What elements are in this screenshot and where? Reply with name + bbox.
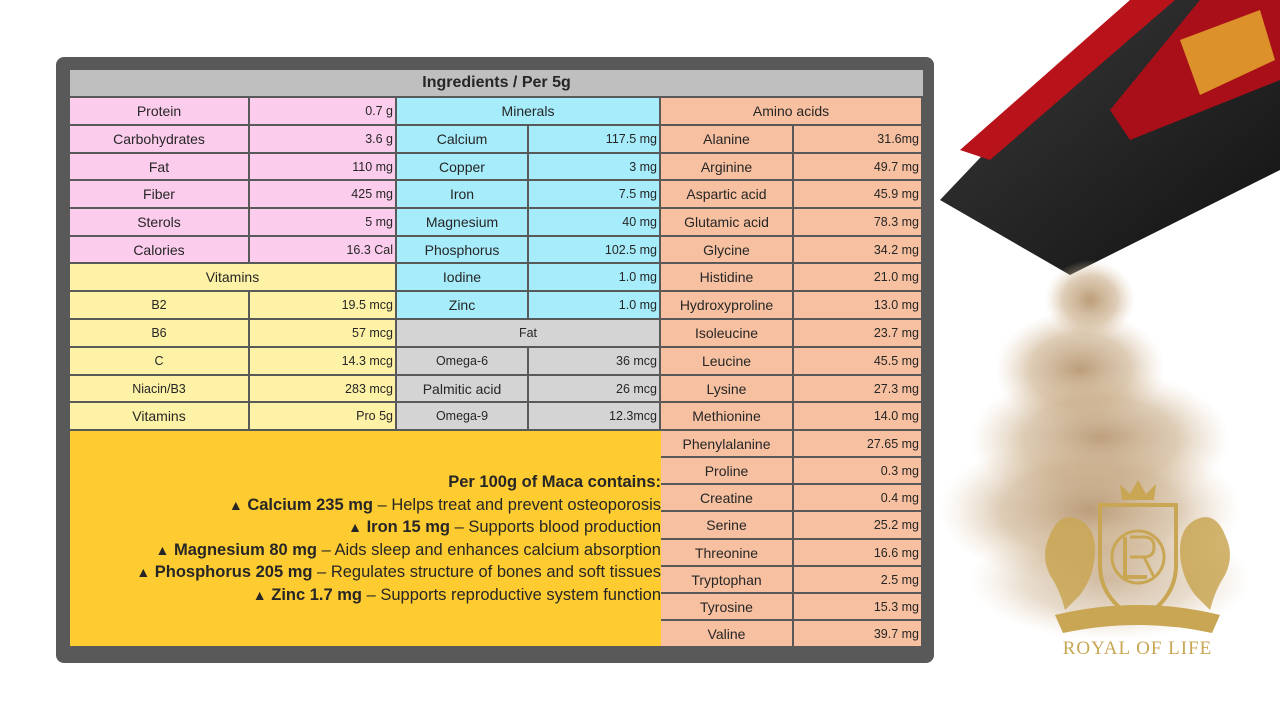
- amino-acid-name: Isoleucine: [661, 320, 794, 348]
- fat-value: 36 mcg: [529, 348, 661, 376]
- triangle-bullet-icon: ▲: [252, 586, 267, 603]
- amino-acid-value: 21.0 mg: [794, 264, 923, 292]
- summary-item-highlight: Calcium 235 mg: [247, 495, 373, 514]
- amino-acid-value: 45.5 mg: [794, 348, 923, 376]
- table-title: Ingredients / Per 5g: [70, 70, 923, 98]
- amino-acid-name: Glutamic acid: [661, 209, 794, 237]
- amino-acid-name: Arginine: [661, 154, 794, 181]
- nutrient-value: 425 mg: [250, 181, 397, 209]
- fat-name: Omega-9: [397, 403, 529, 431]
- amino-acid-value: 27.3 mg: [794, 376, 923, 403]
- vitamin-name: B2: [70, 292, 250, 320]
- summary-item: [70, 584, 661, 607]
- amino-acid-value: 34.2 mg: [794, 237, 923, 264]
- mineral-name: Iodine: [397, 264, 529, 292]
- summary-item-highlight: Phosphorus 205 mg: [154, 563, 313, 581]
- summary-item: [70, 516, 661, 539]
- fat-value: 12.3mcg: [529, 403, 661, 431]
- amino-acid-value: 13.0 mg: [794, 292, 923, 320]
- amino-acid-name: Serine: [661, 512, 794, 540]
- summary-item: [70, 561, 661, 584]
- amino-acid-value: 39.7 mg: [794, 621, 923, 648]
- summary-item-highlight: Zinc 1.7 mg: [271, 585, 363, 604]
- amino-acid-name: Creatine: [661, 485, 794, 512]
- amino-acid-value: 14.0 mg: [794, 403, 923, 431]
- amino-acid-name: Leucine: [661, 348, 794, 376]
- brand-name: ROYAL OF LIFE: [1062, 638, 1213, 659]
- amino-acid-value: 27.65 mg: [794, 431, 923, 458]
- triangle-bullet-icon: ▲: [348, 519, 362, 535]
- vitamin-value: 283 mcg: [250, 376, 397, 403]
- amino-acid-name: Alanine: [661, 126, 794, 154]
- amino-acid-value: 45.9 mg: [794, 181, 923, 209]
- amino-acid-name: Aspartic acid: [661, 181, 794, 209]
- mineral-name: Phosphorus: [397, 237, 529, 264]
- amino-acid-name: Valine: [661, 621, 794, 648]
- vitamin-name: Vitamins: [70, 403, 250, 431]
- minerals-header: Minerals: [397, 98, 661, 126]
- nutrient-value: 110 mg: [250, 154, 397, 181]
- summary-item-text: – Regulates structure of bones and soft tissues: [312, 563, 661, 581]
- amino-acid-value: 49.7 mg: [794, 154, 923, 181]
- mineral-name: Iron: [397, 181, 529, 209]
- amino-acid-name: Tyrosine: [661, 594, 794, 621]
- mineral-value: 117.5 mg: [529, 126, 661, 154]
- vitamin-value: 14.3 mcg: [250, 348, 397, 376]
- amino-acid-name: Lysine: [661, 376, 794, 403]
- summary-item-text: – Helps treat and prevent osteoporosis: [372, 495, 661, 514]
- nutrient-value: 5 mg: [250, 209, 397, 237]
- summary-list: [70, 494, 661, 607]
- summary-item-text: – Supports reproductive system function: [362, 585, 661, 604]
- nutrient-name: Fat: [70, 154, 250, 181]
- triangle-bullet-icon: ▲: [136, 564, 151, 580]
- amino-acid-value: 78.3 mg: [794, 209, 923, 237]
- amino-acid-value: 16.6 mg: [794, 540, 923, 567]
- nutrient-name: Calories: [70, 237, 250, 264]
- amino-acid-value: 23.7 mg: [794, 320, 923, 348]
- fat-name: Palmitic acid: [397, 376, 529, 403]
- vitamin-value: 57 mcg: [250, 320, 397, 348]
- mineral-value: 3 mg: [529, 154, 661, 181]
- amino-acid-name: Histidine: [661, 264, 794, 292]
- summary-item-text: – Aids sleep and enhances calcium absorption: [317, 540, 661, 559]
- nutrient-name: Carbohydrates: [70, 126, 250, 154]
- amino-acid-name: Tryptophan: [661, 567, 794, 594]
- summary-item-highlight: Magnesium 80 mg: [173, 540, 318, 559]
- amino-acid-name: Threonine: [661, 540, 794, 567]
- mineral-value: 1.0 mg: [529, 292, 661, 320]
- maca-summary-box: [70, 431, 661, 646]
- amino-acid-value: 31.6mg: [794, 126, 923, 154]
- amino-acid-value: 2.5 mg: [794, 567, 923, 594]
- summary-item: [70, 539, 661, 562]
- vitamin-value: Pro 5g: [250, 403, 397, 431]
- triangle-bullet-icon: ▲: [228, 496, 243, 513]
- summary-item-highlight: Iron 15 mg: [366, 518, 451, 536]
- mineral-name: Calcium: [397, 126, 529, 154]
- amino-acid-value: 25.2 mg: [794, 512, 923, 540]
- mineral-name: Copper: [397, 154, 529, 181]
- amino-acid-name: Hydroxyproline: [661, 292, 794, 320]
- vitamin-name: C: [70, 348, 250, 376]
- vitamins-header: Vitamins: [70, 264, 397, 292]
- amino-acid-name: Glycine: [661, 237, 794, 264]
- triangle-bullet-icon: ▲: [155, 541, 170, 558]
- mineral-value: 7.5 mg: [529, 181, 661, 209]
- mineral-value: 102.5 mg: [529, 237, 661, 264]
- fat-value: 26 mcg: [529, 376, 661, 403]
- nutrient-value: 0.7 g: [250, 98, 397, 126]
- mineral-name: Zinc: [397, 292, 529, 320]
- mineral-value: 40 mg: [529, 209, 661, 237]
- amino-acid-value: 15.3 mg: [794, 594, 923, 621]
- nutrient-value: 16.3 Cal: [250, 237, 397, 264]
- mineral-value: 1.0 mg: [529, 264, 661, 292]
- summary-heading: Per 100g of Maca contains:: [448, 473, 661, 491]
- amino-acid-name: Methionine: [661, 403, 794, 431]
- nutrient-value: 3.6 g: [250, 126, 397, 154]
- mineral-name: Magnesium: [397, 209, 529, 237]
- summary-item-text: – Supports blood production: [450, 518, 661, 536]
- summary-item: [70, 494, 661, 517]
- amino-acid-name: Phenylalanine: [661, 431, 794, 458]
- amino-acid-name: Proline: [661, 458, 794, 485]
- vitamin-name: B6: [70, 320, 250, 348]
- fat-name: Omega-6: [397, 348, 529, 376]
- nutrient-name: Fiber: [70, 181, 250, 209]
- amino-acid-value: 0.4 mg: [794, 485, 923, 512]
- vitamin-value: 19.5 mcg: [250, 292, 397, 320]
- amino-acid-value: 0.3 mg: [794, 458, 923, 485]
- fat-header: Fat: [397, 320, 661, 348]
- nutrient-name: Protein: [70, 98, 250, 126]
- nutrient-name: Sterols: [70, 209, 250, 237]
- amino-acids-header: Amino acids: [661, 98, 923, 126]
- vitamin-name: Niacin/B3: [70, 376, 250, 403]
